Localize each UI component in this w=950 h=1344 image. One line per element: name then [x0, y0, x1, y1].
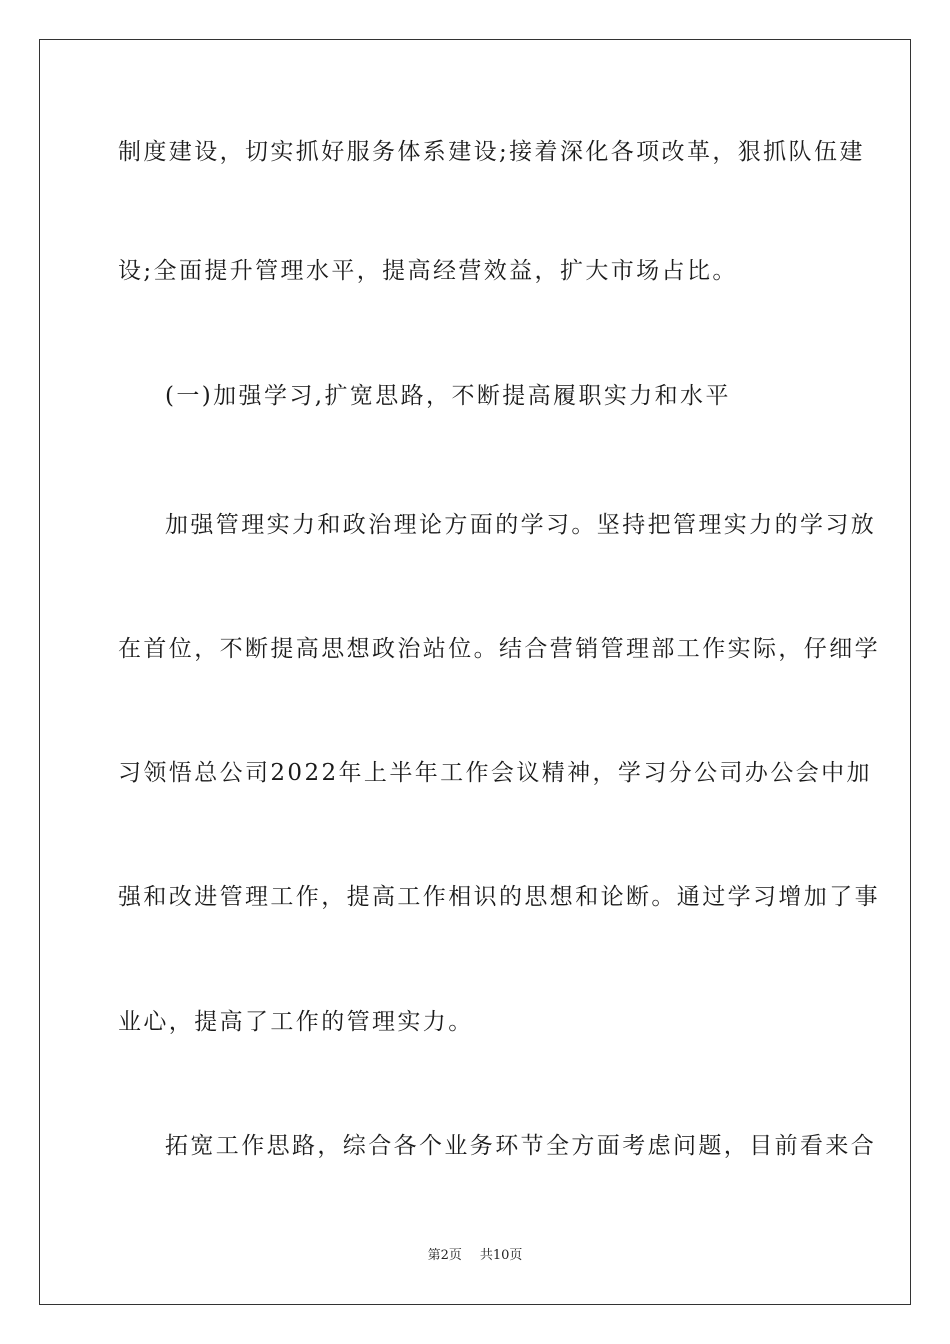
page-border	[39, 39, 911, 1305]
text-line: 加强管理实力和政治理论方面的学习。坚持把管理实力的学习放	[165, 512, 877, 538]
page-footer	[0, 1247, 950, 1265]
text-line: 业心，提高了工作的管理实力。	[118, 1009, 474, 1035]
text-line: 拓宽工作思路，综合各个业务环节全方面考虑问题，目前看来合	[165, 1133, 877, 1159]
page-total: 共10页	[479, 1248, 523, 1263]
text-line: 设;全面提升管理水平，提高经营效益，扩大市场占比。	[118, 258, 738, 284]
page-number: 第2页	[427, 1248, 462, 1263]
text-line: 强和改进管理工作，提高工作相识的思想和论断。通过学习增加了事	[118, 884, 880, 910]
text-line: 在首位，不断提高思想政治站位。结合营销管理部工作实际，仔细学	[118, 636, 880, 662]
text-line: 制度建设，切实抓好服务体系建设;接着深化各项改革，狠抓队伍建	[118, 139, 865, 165]
section-heading: (一)加强学习,扩宽思路，不断提高履职实力和水平	[165, 383, 731, 409]
text-line: 习领悟总公司2022年上半年工作会议精神，学习分公司办公会中加	[118, 760, 872, 786]
